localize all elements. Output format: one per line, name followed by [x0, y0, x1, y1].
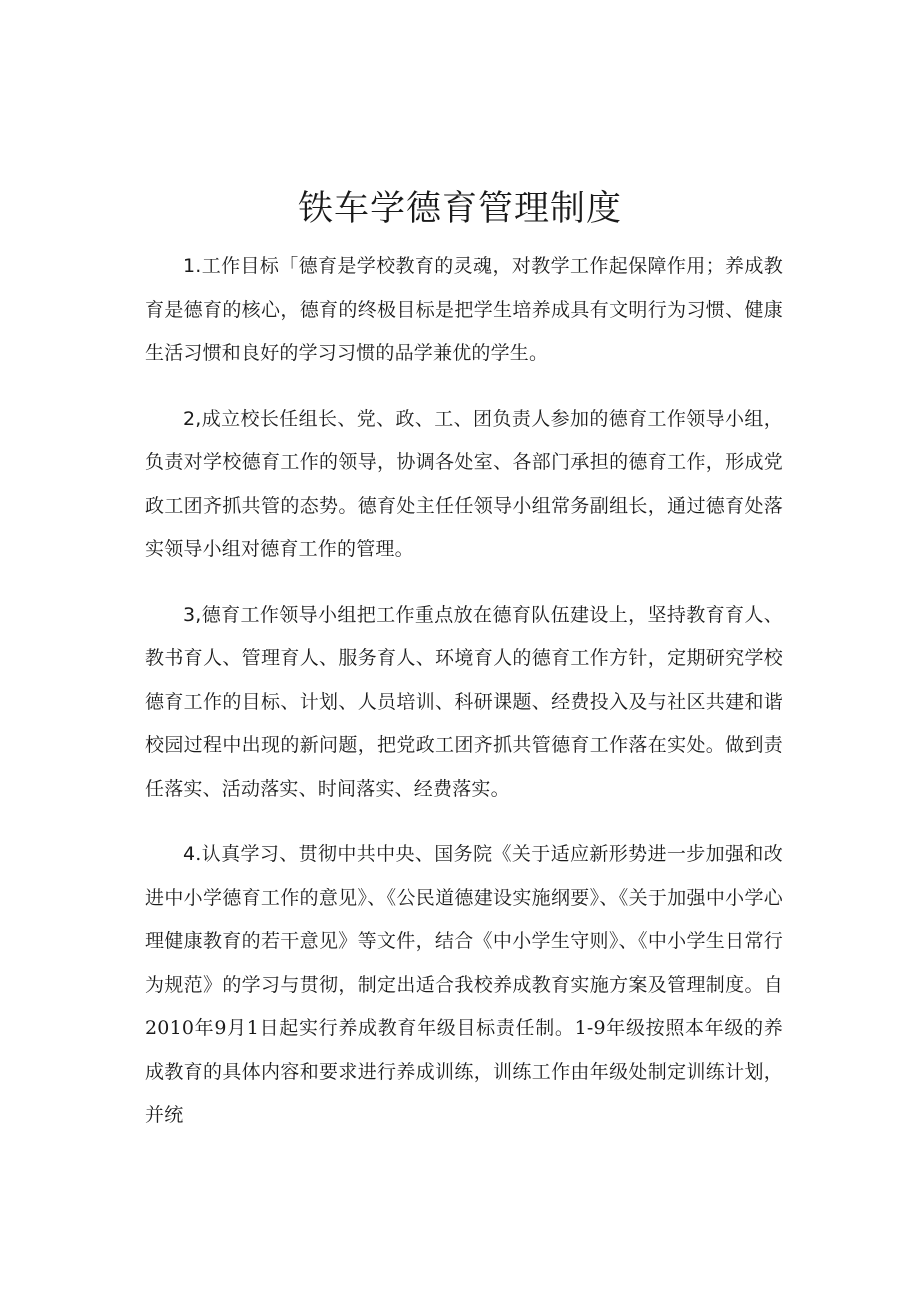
paragraph-text: 成立校长任组长、党、政、工、团负责人参加的德育工作领导小组，负责对学校德育工作的领导，协调各处室、各部门承担的德育工作，形成党政工团齐抓共管的态势。德育处主任任领导小组常务副组长，通过德育处落实领导小组对德育工作的管理。 — [145, 407, 783, 560]
paragraph-1 — [145, 245, 783, 376]
paragraph-number: 2, — [183, 407, 202, 430]
paragraph-text: 德育工作领导小组把工作重点放在德育队伍建设上，坚持教育育人、教书育人、管理育人、服务育人、环境育人的德育工作方针，定期研究学校德育工作的目标、计划、人员培训、科研课题、经费投入及与社区共建和谐校园过程中出现的新问题，把党政工团齐抓共管德育工作落在实处。做到责任落实、活动落实、时间落实、经费落实。 — [145, 603, 783, 800]
document-body — [145, 245, 783, 1160]
document-title: 铁车学德育管理制度 — [297, 189, 622, 229]
paragraph-2 — [145, 398, 783, 572]
paragraph-3 — [145, 594, 783, 812]
paragraph-text: 工作目标「德育是学校教育的灵魂，对教学工作起保障作用；养成教育是德育的核心，德育的终极目标是把学生培养成具有文明行为习惯、健康生活习惯和良好的学习习惯的品学兼优的学生。 — [145, 255, 783, 364]
paragraph-number: 4 — [183, 843, 196, 865]
paragraph-number: 3, — [183, 603, 202, 626]
paragraph-4 — [145, 833, 783, 1138]
paragraph-number: 1. — [183, 255, 202, 277]
paragraph-text: .认真学习、贯彻中共中央、国务院《关于适应新形势进一步加强和改进中小学德育工作的意见》、《公民道德建设实施纲要》、《关于加强中小学心理健康教育的若干意见》等文件，结合《中小学生守则》、《中小学生日常行为规范》的学习与贯彻，制定出适合我校养成教育实施方案及管理制度。自2010年9月1日起实行养成教育年级目标责任制。1-9年级按照本年级的养成教育的具体内容和要求进行养成训练，训练工作由年级处制定训练计划，并统 — [145, 843, 783, 1126]
